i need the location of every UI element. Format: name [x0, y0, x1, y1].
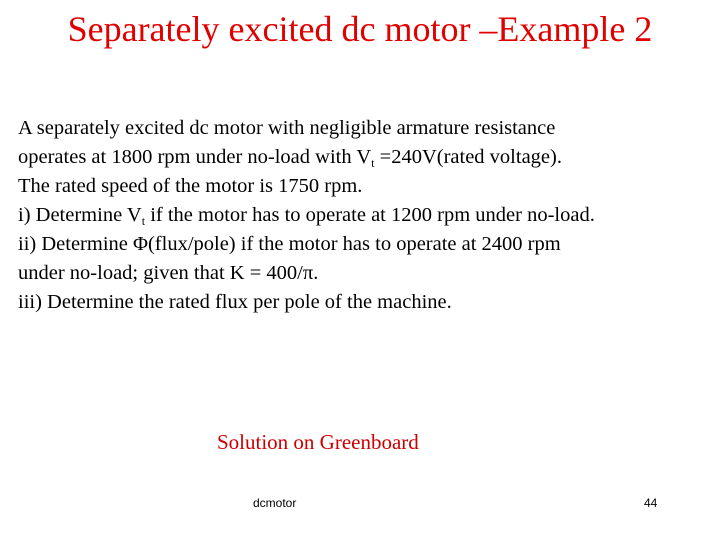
problem-line-6-text: under no-load; given that K = 400/π.: [18, 262, 319, 284]
problem-line-6: [18, 259, 708, 288]
problem-line-2-text-end: =240V(rated voltage).: [374, 146, 562, 168]
solution-note: Solution on Greenboard: [217, 430, 419, 454]
problem-line-1: [18, 114, 708, 143]
footer-label: dcmotor: [253, 496, 297, 510]
slide-title: Separately excited dc motor –Example 2: [67, 9, 653, 49]
voltage-subscript: t: [141, 214, 146, 228]
problem-line-5-text: ii) Determine Φ(flux/pole) if the motor has to operate at 2400 rpm: [18, 233, 561, 255]
problem-line-2-text: operates at 1800 rpm under no-load with V: [18, 146, 372, 168]
problem-line-3: [18, 172, 708, 201]
problem-line-7-text: iii) Determine the rated flux per pole of the machine.: [18, 291, 452, 313]
page-number: 44: [644, 496, 658, 510]
problem-line-3-text: The rated speed of the motor is 1750 rpm.: [18, 175, 363, 197]
problem-line-4-text-end: if the motor has to operate at 1200 rpm under no-load.: [145, 204, 595, 226]
problem-line-4: [18, 201, 708, 230]
problem-statement: [18, 114, 708, 317]
problem-line-4-text: i) Determine V: [18, 204, 142, 226]
voltage-subscript: t: [371, 156, 375, 170]
problem-line-7: [18, 288, 708, 317]
problem-line-5: [18, 230, 708, 259]
problem-line-1-text: A separately excited dc motor with negligible armature resistance: [18, 117, 556, 139]
problem-line-2: [18, 143, 708, 172]
